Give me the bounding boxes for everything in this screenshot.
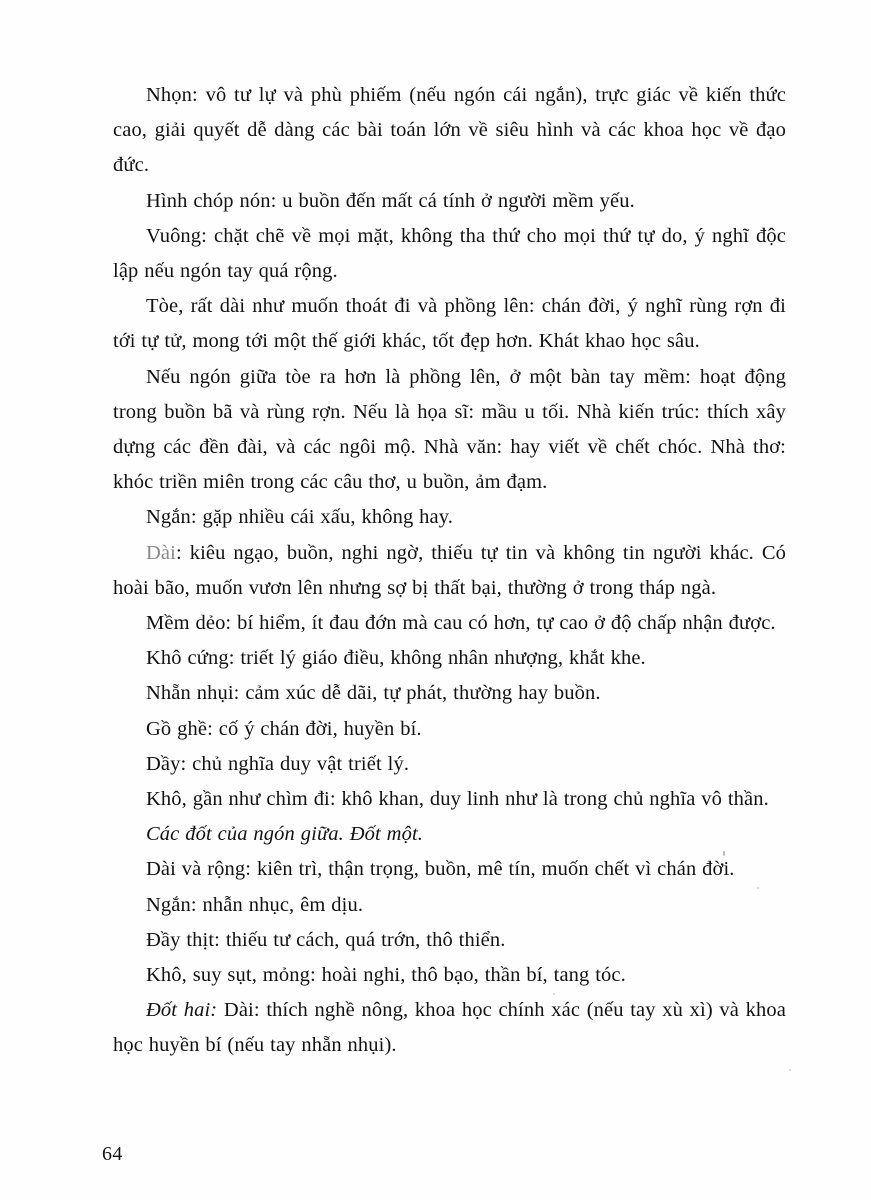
page-number: 64	[102, 1143, 123, 1165]
page-text-body	[113, 78, 786, 1064]
paragraph-mem-deo: Mềm dẻo: bí hiểm, ít đau đớn mà cau có hơn, tự cao ở độ chấp nhận được.	[146, 612, 776, 635]
paragraph-dai-lead: Dài	[146, 541, 176, 564]
paragraph-vuong: Vuông: chặt chẽ về mọi mặt, không tha thứ cho mọi thứ tự do, ý nghĩ độc lập nếu ngón tay quá rộng.	[113, 224, 786, 283]
paragraph-neu-ngon-giua: Nếu ngón giữa tòe ra hơn là phồng lên, ở một bàn tay mềm: hoạt động trong buồn bã và rùng rợn. Nếu là họa sĩ: mầu u tối. Nhà kiến trúc: thích xây dựng các đền đài, và các ngôi mộ. Nhà văn: hay viết về chết chóc. Nhà thơ: khóc triền miên trong các câu thơ, u buồn, ảm đạm.	[113, 365, 786, 494]
paragraph-ngan-first: Ngắn: gặp nhiều cái xấu, không hay.	[146, 506, 454, 529]
paragraph-day: Dầy: chủ nghĩa duy vật triết lý.	[146, 752, 410, 775]
paragraph-go-ghe: Gồ ghề: cố ý chán đời, huyền bí.	[146, 717, 422, 740]
paragraph-toe: Tòe, rất dài như muốn thoát đi và phồng lên: chán đời, ý nghĩ rùng rợn đi tới tự tử, mong tới một thế giới khác, tốt đẹp hơn. Khát khao học sâu.	[113, 295, 786, 353]
paragraph-hinh-chop-non: Hình chóp nón: u buồn đến mất cá tính ở người mềm yếu.	[146, 189, 635, 212]
paragraph-ngan-second: Ngắn: nhẫn nhục, êm dịu.	[146, 893, 364, 916]
paragraph-dai-rest: : kiêu ngạo, buồn, nghi ngờ, thiếu tự tin và không tin người khác. Có hoài bão, muốn vươn lên nhưng sợ bị thất bại, thường ở trong tháp ngà.	[113, 541, 786, 599]
paragraph-dot-hai-lead: Đốt hai:	[146, 999, 218, 1022]
paragraph-dai-va-rong: Dài và rộng: kiên trì, thận trọng, buồn, mê tín, muốn chết vì chán đời.	[146, 858, 735, 881]
paragraph-nhon: Nhọn: vô tư lự và phù phiếm (nếu ngón cái ngắn), trực giác về kiến thức cao, giải quyết dễ dàng các bài toán lớn về siêu hình và các khoa học về đạo đức.	[113, 84, 786, 177]
paragraph-dai-first	[113, 536, 786, 606]
subheading-cac-dot-cua-ngon-giua: Các đốt của ngón giữa. Đốt một.	[146, 823, 424, 846]
paragraph-dot-hai-rest: Dài: thích nghề nông, khoa học chính xác (nếu tay xù xì) và khoa học huyền bí (nếu tay nhẵn nhụi).	[113, 999, 786, 1057]
paragraph-nhan-nhui: Nhẵn nhụi: cảm xúc dễ dãi, tự phát, thường hay buồn.	[146, 682, 601, 705]
paragraph-kho-chim-di: Khô, gần như chìm đi: khô khan, duy linh như là trong chủ nghĩa vô thần.	[146, 788, 769, 811]
paragraph-kho-suy-sut-mong: Khô, suy sụt, mỏng: hoài nghi, thô bạo, thần bí, tang tóc.	[146, 964, 626, 987]
scan-speck	[789, 1069, 791, 1071]
paragraph-day-thit: Đầy thịt: thiếu tư cách, quá trớn, thô thiển.	[146, 928, 506, 951]
paragraph-kho-cung: Khô cứng: triết lý giáo điều, không nhân nhượng, khắt khe.	[146, 647, 646, 670]
paragraph-dot-hai	[113, 993, 786, 1063]
